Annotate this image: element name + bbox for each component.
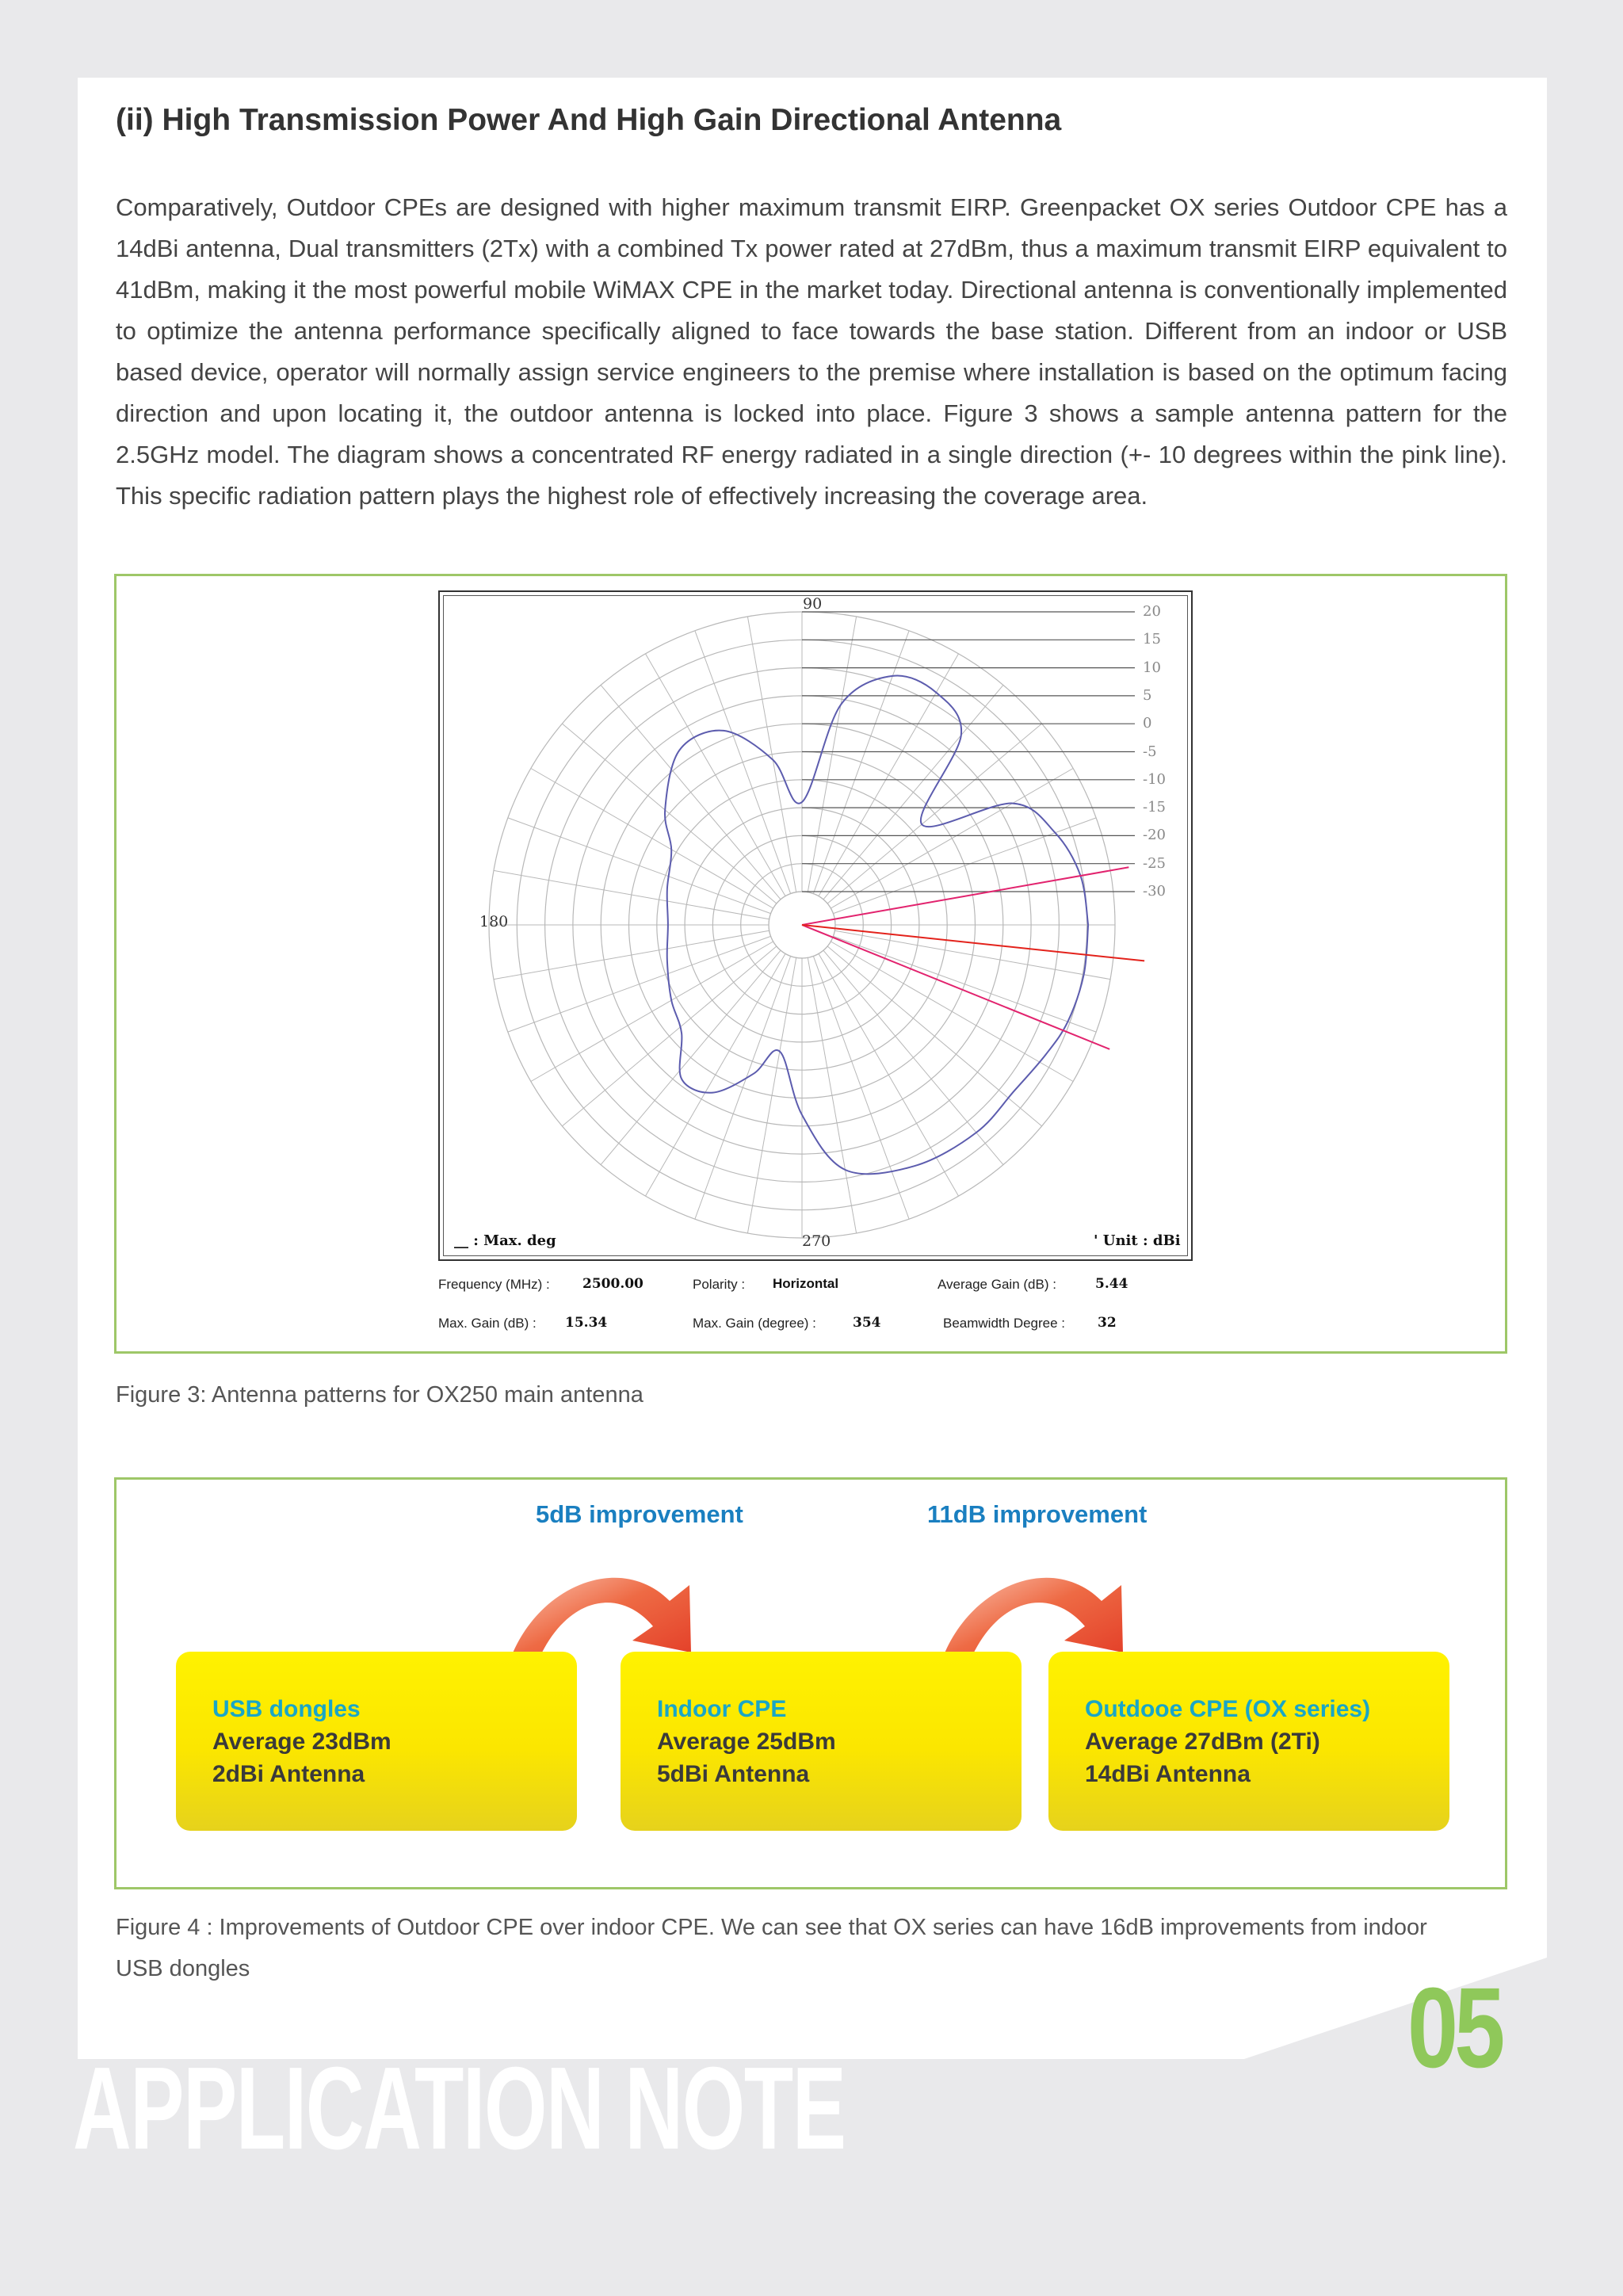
grid-spoke (494, 870, 769, 919)
beam-edge-line (802, 867, 1128, 925)
box-title: USB dongles (212, 1696, 361, 1722)
figure-4-caption: Figure 4 : Improvements of Outdoor CPE over indoor CPE. We can see that OX series can have 16dB improvements from indoor USB dongles (116, 1915, 1427, 1981)
box-antenna: 5dBi Antenna (657, 1761, 810, 1787)
beamwidth-label: Beamwidth Degree : (943, 1316, 1066, 1331)
box-power: Average 27dBm (2Ti) (1085, 1729, 1320, 1755)
max-gain-degree-value: 354 (853, 1315, 881, 1331)
grid-spoke (819, 953, 959, 1196)
avg-gain-value: 5.44 (1095, 1276, 1128, 1292)
grid-spoke (747, 617, 796, 892)
page-number: 05 (1407, 1964, 1502, 2092)
grid-spoke (831, 769, 1073, 909)
ring-label: -5 (1143, 743, 1157, 760)
legend-max-deg: __ : Max. deg (454, 1232, 556, 1249)
box-title: Indoor CPE (657, 1696, 787, 1722)
frequency-label: Frequency (MHz) : (438, 1277, 550, 1292)
max-gain-label: Max. Gain (dB) : (438, 1316, 537, 1331)
section-heading: (ii) High Transmission Power And High Gain Directional Antenna (116, 103, 1062, 137)
outdoor-cpe-box (1048, 1652, 1449, 1831)
grid-spoke (531, 769, 773, 909)
grid-spoke (646, 953, 786, 1196)
grid-spoke (808, 957, 856, 1233)
ring-label: -10 (1143, 770, 1166, 788)
grid-spoke (819, 654, 959, 896)
body-paragraph: Comparatively, Outdoor CPEs are designed with higher maximum transmit EIRP. Greenpacket OX series Outdoor CPE has a 14dBi antenna, Dual transmitters (2Tx) with a combined Tx power rated at 27dBm, thus a maximum transmit EIRP equivalent to 41dBm, making it the most powerful mobile WiMAX CPE in the market today. Directional antenna is conventionally implemented to optimize the antenna performance specifically aligned to face towards the base station. Different from an indoor or USB based device, operator will normally assign service engineers to the premise where installation is based on the optimum facing direction and upon locating it, the outdoor antenna is locked into place. Figure 3 shows a sample antenna pattern for the 2.5GHz model. The diagram shows a concentrated RF energy radiated in a single direction (+- 10 degrees within the pink line). This specific radiation pattern plays the highest role of effectively increasing the coverage area. (116, 193, 1507, 510)
ring-label: 15 (1143, 631, 1161, 648)
indoor-cpe-box (621, 1652, 1022, 1831)
polar-chart (438, 590, 1193, 1261)
ring-label: -20 (1143, 827, 1166, 844)
axis-label-270: 270 (802, 1232, 831, 1250)
grid-spoke (494, 930, 769, 979)
ring-label: -15 (1143, 799, 1166, 816)
unit-label: ' Unit : dBi (1094, 1232, 1181, 1249)
ring-label: -30 (1143, 883, 1166, 900)
figure-3-caption: Figure 3: Antenna patterns for OX250 main antenna (116, 1382, 643, 1408)
axis-label-180: 180 (479, 913, 509, 930)
box-power: Average 25dBm (657, 1729, 836, 1755)
usb-dongles-box (176, 1652, 577, 1831)
grid-spoke (531, 942, 773, 1082)
polar-plot-svg (440, 592, 1194, 1263)
max-gain-value: 15.34 (565, 1315, 608, 1331)
ring-label: 0 (1143, 715, 1152, 732)
grid-spoke (808, 617, 856, 892)
beam-edge-line (802, 925, 1109, 1049)
polarity-label: Polarity : (693, 1277, 746, 1292)
polarity-value: Horizontal (773, 1276, 839, 1291)
improvement-label-11db: 11dB improvement (927, 1500, 1148, 1528)
ring-label: 10 (1143, 659, 1161, 676)
ring-label: 20 (1143, 603, 1161, 620)
max-gain-line (802, 925, 1144, 961)
improvement-label-5db: 5dB improvement (536, 1500, 743, 1528)
max-gain-degree-label: Max. Gain (degree) : (693, 1316, 816, 1331)
frequency-value: 2500.00 (582, 1276, 643, 1292)
ring-label: -25 (1143, 854, 1166, 872)
application-note-watermark: APPLICATION NOTE (73, 2043, 846, 2174)
box-title: Outdooe CPE (OX series) (1085, 1696, 1371, 1722)
grid-spoke (747, 957, 796, 1233)
axis-label-90: 90 (803, 595, 823, 613)
avg-gain-label: Average Gain (dB) : (938, 1277, 1056, 1292)
box-antenna: 2dBi Antenna (212, 1761, 365, 1787)
ring-label: 5 (1143, 686, 1152, 704)
grid-spoke (831, 942, 1073, 1082)
grid-spoke (646, 654, 786, 896)
box-antenna: 14dBi Antenna (1085, 1761, 1251, 1787)
beamwidth-value: 32 (1098, 1315, 1117, 1331)
box-power: Average 23dBm (212, 1729, 391, 1755)
